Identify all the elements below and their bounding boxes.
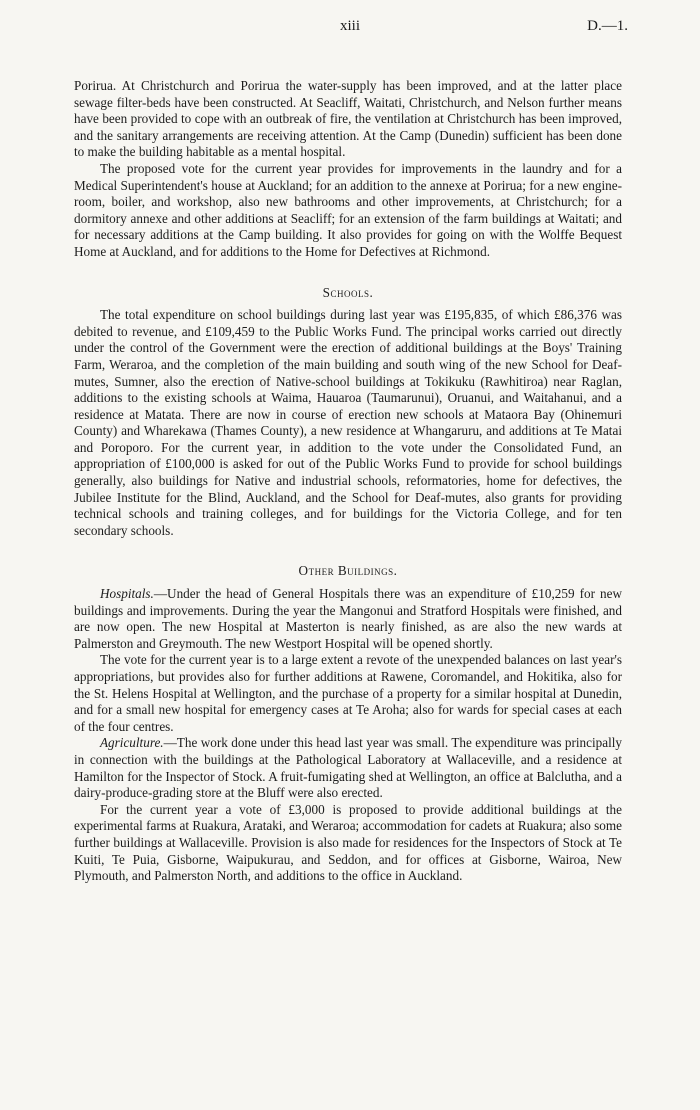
page-number: xiii [339, 18, 360, 34]
section-heading-other-buildings: Other Buildings. [298, 563, 398, 579]
paragraph-schools: The total expenditure on school buildings during last year was £195,835, of which £86,376 was debited to revenue, and £109,459 to the Public Works Fund. The principal works carried out directly under the control of the Government were the erection of additional buildings at the Boys' Training Farm, Weraroa, and the completion of the main building and south wing of the new School for Deaf-mutes, Sumner, also the erection of Native-school buildings at Tokikuku (Rawhitiroa) near Raglan, additions to the existing schools at Waima, Hauaroa (Taumarunui), Oruanui, and Waitahanui, and a residence at Matata. There are now in course of erection new schools at Mataora Bay (Ohinemuri County) and Wharekawa (Thames County), a new residence at Whangaruru, and additions at Te Matai and Poroporo. For the current year, in addition to the vote under the Consolidated Fund, an appropriation of £100,000 is asked for out of the Public Works Fund to provide for school buildings generally, also buildings for Native and industrial schools, reformatories, home for defectives, the Jubilee Institute for the Blind, Auckland, and the School for Deaf-mutes, also grants for providing technical schools and training colleges, and for buildings for the Victoria College, and for ten secondary schools. [74, 307, 622, 538]
paragraph-agriculture-vote: For the current year a vote of £3,000 is proposed to provide additional buildings at the experimental farms at Ruakura, Arataki, and Weraroa; accommodation for cadets at Ruakura; also some further buildings at Wallaceville. Provision is also made for residences for the Inspectors of Stock at Te Kuiti, Te Puia, Gisborne, Waipukurau, and Seddon, and for offices at Gisborne, Wairoa, New Plymouth, and Palmerston North, and additions to the office in Auckland. [74, 801, 622, 884]
page-body [74, 78, 622, 885]
paragraph-hospitals [74, 586, 622, 652]
run-in-heading-agriculture: Agriculture. [100, 735, 164, 751]
page-header [0, 18, 700, 40]
paragraph-proposed-vote: The proposed vote for the current year provides for improvements in the laundry and for a Medical Superintendent's house at Auckland; for an addition to the annexe at Porirua; for a new engine-room, boiler, and workshop, also new bathrooms and other improvements, at Christchurch; for a dormitory annexe and other additions at Seacliff; for an extension of the farm buildings at Waitati; and for necessary additions at the Camp building. It also provides for going on with the Wolffe Bequest Home at Auckland, and for additions to the Home for Defectives at Richmond. [74, 160, 622, 259]
paragraph-hospitals-text: —Under the head of General Hospitals there was an expenditure of £10,259 for new buildings and improvements. During the year the Mangonui and Stratford Hospitals were finished, and are now open. The new Hospital at Masterton is nearly finished, as are also the new wards at Palmerston and Greymouth. The new Westport Hospital will be opened shortly. [74, 586, 622, 651]
paragraph-hospitals-vote: The vote for the current year is to a large extent a revote of the unexpended balances on last year's appropriations, but provides also for further additions at Rawene, Coromandel, and Hokitika, also for the St. Helens Hospital at Wellington, and the purchase of a property for a similar hospital at Dunedin, and for a small new hospital for emergency cases at Te Aroha; also for wards for special cases at each of the four centres. [74, 652, 622, 734]
document-reference: D.—1. [587, 18, 628, 34]
paragraph-porirua: Porirua. At Christchurch and Porirua the water-supply has been improved, and at the latter place sewage filter-beds have been constructed. At Seacliff, Waitati, Christchurch, and Nelson further means have been provided to cope with an outbreak of fire, the ventilation at Christchurch has been improved, and the sanitary arrangements are receiving attention. At the Camp (Dunedin) sufficient has been done to make the building habitable as a mental hospital. [74, 78, 622, 160]
paragraph-agriculture-text: —The work done under this head last year was small. The expenditure was principally in connection with the buildings at the Pathological Laboratory at Wallaceville, and a residence at Hamilton for the Inspector of Stock. A fruit-fumigating shed at Wellington, an office at Balclutha, and a dairy-produce-grading store at the Bluff were also erected. [74, 735, 622, 801]
paragraph-agriculture [74, 735, 622, 801]
run-in-heading-hospitals: Hospitals. [100, 586, 154, 602]
section-heading-schools: Schools. [322, 284, 374, 300]
